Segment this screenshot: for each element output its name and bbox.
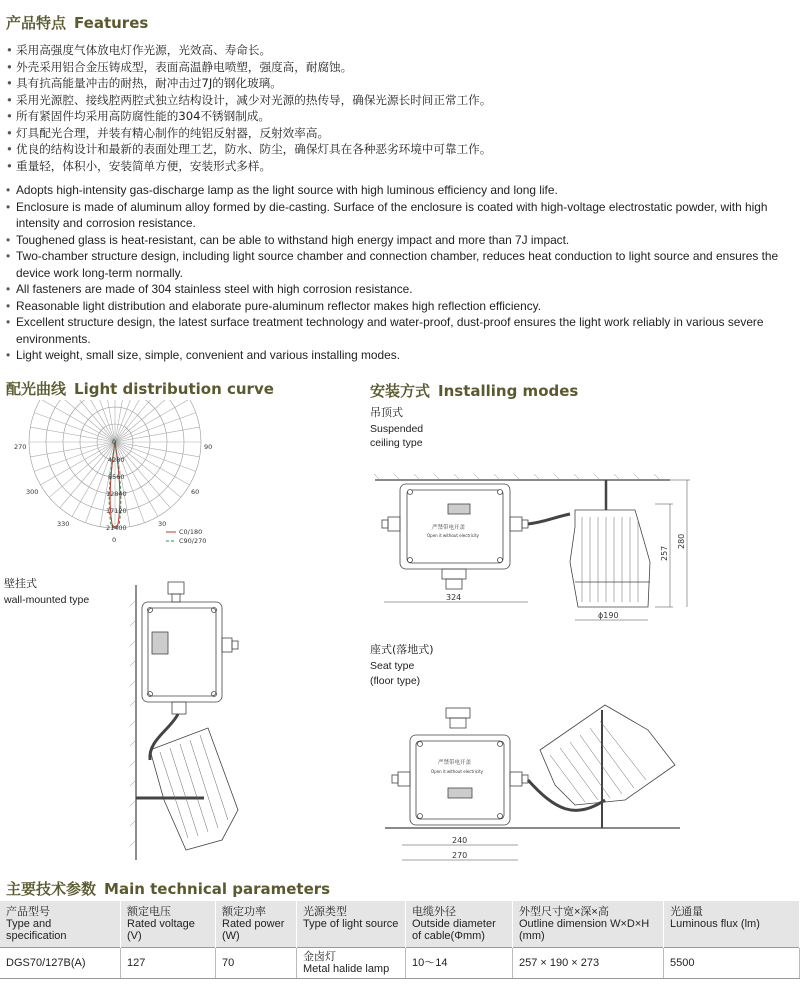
box-warning-en: Open it without electricity xyxy=(427,533,480,538)
dim-280: 280 xyxy=(677,533,686,549)
cell-type: DGS70/127B(A) xyxy=(0,948,121,979)
cell-voltage: 127 xyxy=(121,948,216,979)
angle-label-bottom: 0 xyxy=(112,536,117,544)
seat-label-en1: Seat type xyxy=(370,660,415,672)
params-table xyxy=(0,901,800,979)
col-header-power: 额定功率 Rated power (W) xyxy=(216,901,297,948)
dim-190: ϕ190 xyxy=(598,611,619,620)
suspended-label-en2: ceiling type xyxy=(370,437,423,449)
col-header-type: 产品型号 Type and specification xyxy=(0,901,121,948)
seat-lamp-body xyxy=(540,705,675,805)
dim-240: 240 xyxy=(452,836,468,845)
radial-label: 8560 xyxy=(108,473,125,481)
box-warning-cn: 严禁带电开盖 xyxy=(432,525,466,531)
wall-label-cn: 壁挂式 xyxy=(4,577,37,590)
feature-cn-item: • 优良的结构设计和最新的表面处理工艺，防水、防尘，确保灯具在各种恶劣环境中可靠工作。 xyxy=(6,141,794,158)
radial-label: 12840 xyxy=(106,490,127,498)
col-header-voltage: 额定电压 Rated voltage (V) xyxy=(121,901,216,948)
feature-en-item: • Excellent structure design, the latest surface treatment technology and water-proof, dust-proof ensures the light work reliably in various severe environments. xyxy=(6,314,794,347)
polar-legend xyxy=(166,528,206,545)
seat-box-warning-cn: 严禁带电开盖 xyxy=(438,760,472,766)
legend-c90-270: C90/270 xyxy=(179,537,207,545)
radial-label: 21400 xyxy=(106,524,127,532)
cell-power: 70 xyxy=(216,948,297,979)
radial-label: 17120 xyxy=(106,507,127,515)
wall-mounted-drawing xyxy=(120,580,250,870)
suspended-label-cn: 吊顶式 xyxy=(370,406,403,419)
cell-dimension: 257 × 190 × 273 xyxy=(513,948,664,979)
feature-cn-item: • 重量轻，体积小，安装简单方便，安装形式多样。 xyxy=(6,158,794,175)
suspended-drawing xyxy=(370,462,700,632)
angle-label-300: 300 xyxy=(26,488,39,496)
legend-c0-180: C0/180 xyxy=(179,528,203,536)
feature-cn-item: • 采用光源腔、接线腔两腔式独立结构设计，减少对光源的热传导，确保光源长时间正常工作。 xyxy=(6,92,794,109)
feature-cn-item: • 所有紧固件均采用高防腐性能的304不锈钢制成。 xyxy=(6,108,794,125)
feature-en-item: • Toughened glass is heat-resistant, can be able to withstand high energy impact and more than 7J impact. xyxy=(6,232,794,249)
angle-label-90: 90 xyxy=(204,443,213,451)
cell-flux: 5500 xyxy=(664,948,800,979)
features-heading: 产品特点 Features xyxy=(6,14,149,32)
feature-en-item: • Enclosure is made of aluminum alloy formed by die-casting. Surface of the enclosure is coated with high-voltage electrostatic powder, with high intensity and corrosion resistance. xyxy=(6,199,794,232)
feature-cn-item: • 灯具配光合理，并装有精心制作的纯铝反射器，反射效率高。 xyxy=(6,125,794,142)
dim-270: 270 xyxy=(452,851,468,860)
installing-heading: 安装方式 Installing modes xyxy=(370,382,579,400)
feature-en-item: • All fasteners are made of 304 stainless steel with high corrosion resistance. xyxy=(6,281,794,298)
seat-box-warning-en: Open it without electricity xyxy=(431,769,484,774)
feature-cn-item: • 具有抗高能量冲击的耐热，耐冲击过7J的钢化玻璃。 xyxy=(6,75,794,92)
cell-light-source: 金卤灯 Metal halide lamp xyxy=(297,948,406,979)
angle-label-top: 0 xyxy=(112,438,117,446)
suspended-label-en1: Suspended xyxy=(370,423,424,435)
wall-label-en: wall-mounted type xyxy=(4,594,90,606)
table-row xyxy=(0,948,800,979)
params-heading: 主要技术参数 Main technical parameters xyxy=(6,880,331,898)
radial-label: 4280 xyxy=(108,456,125,464)
features-cn-list xyxy=(6,42,794,174)
angle-label-60: 60 xyxy=(191,488,200,496)
seat-label-cn: 座式(落地式) xyxy=(370,643,434,656)
feature-en-item: • Light weight, small size, simple, convenient and various installing modes. xyxy=(6,347,794,364)
feature-cn-item: • 采用高强度气体放电灯作光源，光效高、寿命长。 xyxy=(6,42,794,59)
seat-drawing xyxy=(380,690,700,865)
polar-diagram xyxy=(0,400,240,560)
col-header-flux: 光通量 Luminous flux (lm) xyxy=(664,901,800,948)
seat-label-en2: (floor type) xyxy=(370,675,421,687)
col-header-dimension: 外型尺寸宽×深×高 Outline dimension W×D×H (mm) xyxy=(513,901,664,948)
feature-en-item: • Reasonable light distribution and elaborate pure-aluminum reflector makes high reflection efficiency. xyxy=(6,298,794,315)
params-header-row xyxy=(0,901,800,948)
wall-lamp-body xyxy=(150,728,238,850)
dim-257: 257 xyxy=(660,545,669,561)
features-en-list xyxy=(6,182,794,364)
angle-label-270: 270 xyxy=(14,443,27,451)
dim-324: 324 xyxy=(446,593,462,602)
col-header-light-source: 光源类型 Type of light source xyxy=(297,901,406,948)
col-header-cable: 电缆外径 Outside diameter of cable(Φmm) xyxy=(406,901,513,948)
angle-label-30: 30 xyxy=(158,520,167,528)
cell-cable: 10～14 xyxy=(406,948,513,979)
feature-cn-item: • 外壳采用铝合金压铸成型，表面高温静电喷塑，强度高，耐腐蚀。 xyxy=(6,59,794,76)
feature-en-item: • Two-chamber structure design, including light source chamber and connection chamber, reduces heat conduction to light source and ensures the device work long-term normally. xyxy=(6,248,794,281)
light-curve-heading: 配光曲线 Light distribution curve xyxy=(6,380,274,398)
feature-en-item: • Adopts high-intensity gas-discharge lamp as the light source with high luminous efficiency and long life. xyxy=(6,182,794,199)
angle-label-330: 330 xyxy=(57,520,70,528)
